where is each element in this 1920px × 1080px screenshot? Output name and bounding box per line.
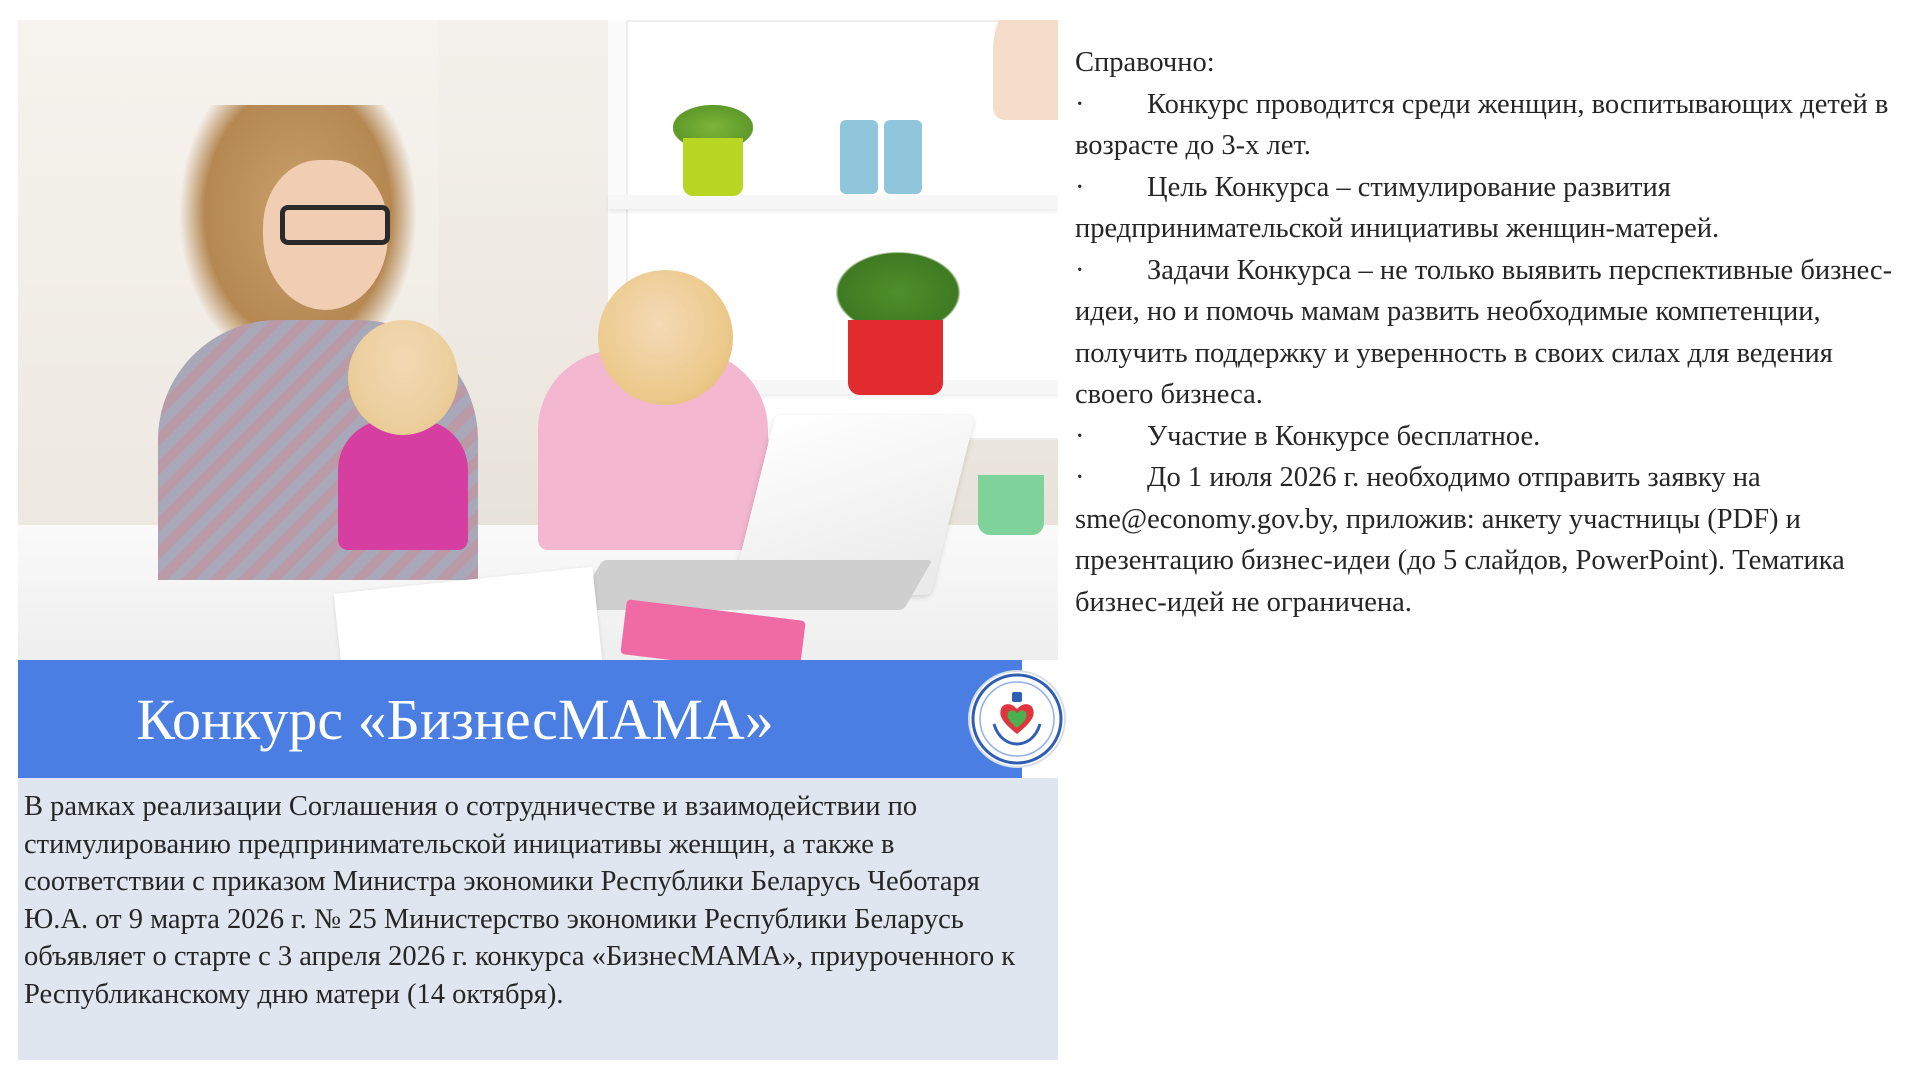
photo-toddler — [338, 420, 468, 550]
photo-glasses — [280, 205, 390, 245]
info-item — [1075, 457, 1905, 623]
page-title: Конкурс «БизнесМАМА» — [136, 686, 774, 752]
info-heading: Справочно: — [1075, 47, 1215, 78]
info-item — [1075, 167, 1905, 250]
bullet-icon: · — [1075, 171, 1085, 203]
photo-lamp — [993, 20, 1058, 120]
photo-shelf — [608, 195, 1058, 209]
intro-panel — [18, 778, 1058, 1060]
title-banner — [18, 660, 1022, 778]
bullet-icon: · — [1075, 88, 1085, 120]
info-item — [1075, 416, 1905, 458]
info-item-text: Цель Конкурса – стимулирование развития предпринимательской инициативы женщин-матерей. — [1075, 171, 1720, 244]
bullet-icon: · — [1075, 420, 1085, 452]
info-item — [1075, 84, 1905, 167]
info-item-text: Конкурс проводится среди женщин, воспитывающих детей в возрасте до 3-х лет. — [1075, 88, 1889, 161]
info-item-text: Участие в Конкурсе бесплатное. — [1147, 420, 1541, 452]
photo-vase — [840, 120, 878, 194]
intro-text: В рамках реализации Соглашения о сотрудничестве и взаимодействии по стимулированию предпринимательской инициативы женщин, а также в соответствии с приказом Министра экономики Республики Беларусь Чеботаря Ю.А. от 9 марта 2026 г. № 25 Министерство экономики Республики Беларусь объявляет о старте с 3 апреля 2026 г. конкурса «БизнесМАМА», приуроченного к Республиканскому дню матери (14 октября). — [24, 791, 1016, 1010]
info-item — [1075, 250, 1905, 416]
bullet-icon: · — [1075, 254, 1085, 286]
info-item-text: До 1 июля 2026 г. необходимо отправить заявку на sme@economy.gov.by, приложив: анкету участницы (PDF) и презентацию бизнес-идеи (до 5 слайдов, PowerPoint). Тематика бизнес-идей не ограничена. — [1075, 462, 1845, 618]
photo-vase — [884, 120, 922, 194]
photo-pot — [683, 138, 743, 196]
photo-cup — [978, 475, 1044, 535]
hero-photo — [18, 20, 1058, 660]
heart-hands-emblem-icon — [970, 672, 1064, 766]
info-section — [1075, 42, 1905, 623]
info-item-text: Задачи Конкурса – не только выявить перспективные бизнес-идеи, но и помочь мамам развить необходимые компетенции, получить поддержку и уверенность в своих силах для ведения своего бизнеса. — [1075, 254, 1893, 410]
photo-girl-head — [598, 270, 733, 405]
photo-pot — [848, 320, 943, 395]
bullet-icon: · — [1075, 462, 1085, 493]
photo-toddler-head — [348, 320, 458, 435]
